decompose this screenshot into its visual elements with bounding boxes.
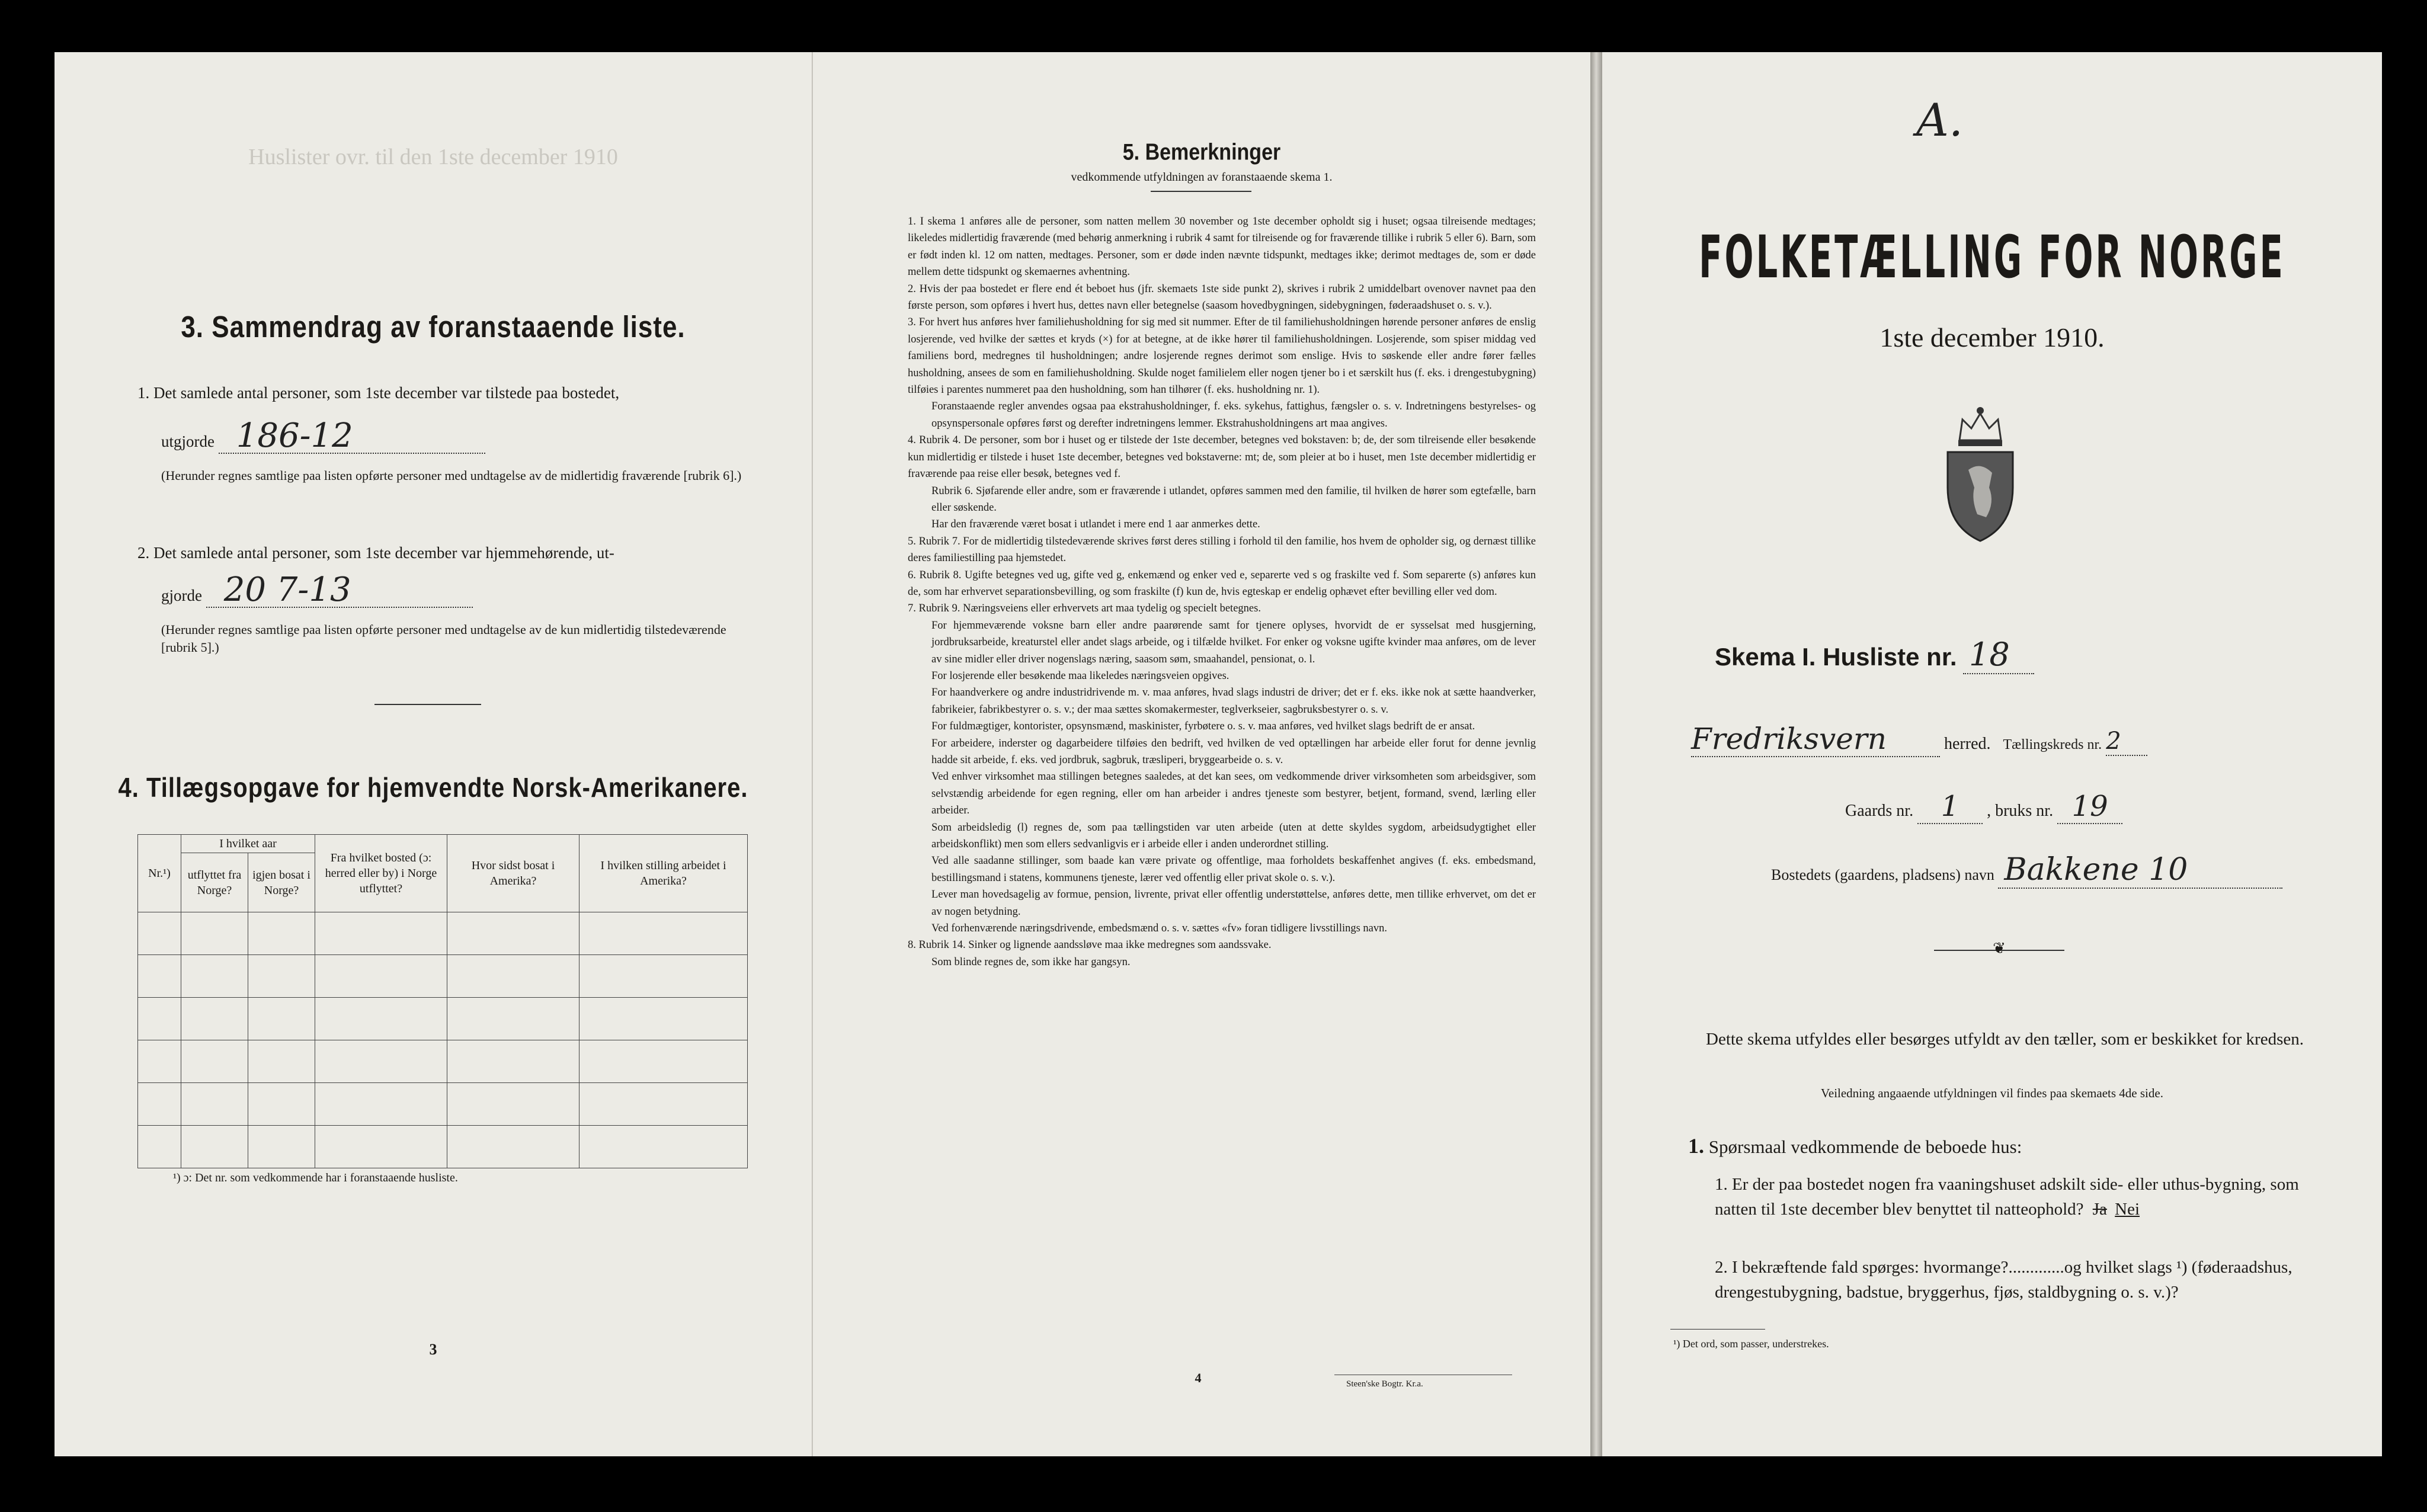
kreds-label: Tællingskreds nr.: [2003, 737, 2102, 752]
printer-credit: Steen'ske Bogtr. Kr.a.: [1346, 1379, 1423, 1389]
footnote: ¹) Det ord, som passer, understrekes.: [1673, 1338, 1829, 1350]
remark-7e: For fuldmægtiger, kontorister, opsynsmænd, maskinister, fyrbøtere o. s. v. maa anføres, ved hvilket slags bedrift de er ansat.: [931, 720, 1475, 733]
skema-label: Skema I. Husliste nr.: [1715, 643, 1957, 671]
page-number-4: 4: [1195, 1370, 1202, 1385]
question-1-ja: Ja: [2092, 1200, 2107, 1219]
item-1-text: 1. Det samlede antal personer, som 1ste december var tilstede paa bostedet,: [137, 384, 620, 402]
table-footnote: ¹) ɔ: Det nr. som vedkommende har i foranstaaende husliste.: [173, 1171, 458, 1184]
section-4-title: 4. Tillægsopgave for hjemvendte Norsk-Amerikanere.: [118, 773, 748, 803]
coat-of-arms-icon: [1936, 399, 2025, 550]
remark-7f: For arbeidere, inderster og dagarbeidere tilføies den bedrift, ved hvilken de ved optællingen har arbeide eller forut for denne jevnlig hadde sit arbeide, f. eks. ved jordbruk, sagbruk, træsliperi, bryggearbeide o. s. v.: [931, 737, 1536, 766]
remarks-subtitle: vedkommende utfyldningen av foranstaaende skema 1.: [1071, 171, 1333, 184]
section-3-title: 3. Sammendrag av foranstaaende liste.: [181, 310, 686, 344]
remarks-body: [908, 213, 1536, 970]
remark-4c: Har den fraværende været bosat i utlandet i mere end 1 aar anmerkes dette.: [931, 518, 1260, 531]
remark-3: 3. For hvert hus anføres hver familiehusholdning for sig med sit nummer. Efter de til familiehusholdningen hørende personer anføres de enslig losjerende, ved hvilke der sættes et kryds (×) for at betegne, at de ikke hører til familiehusholdningen. Losjerende, som spiser middag ved familiens bord, medregnes til husholdningen; andre losjerende regnes derimot som enslige. Hvis to søskende eller andre fører fælles husholdning, ansees de som en familiehusholdning. Skulde noget familielem eller nogen tjener bo i et særskilt hus (f. eks. i drengestubygning) tilføies i parentes nummeret paa den husholdning, som han tilhører (f. eks. husholdning nr. 1).: [908, 316, 1536, 396]
remark-7c: For losjerende eller besøkende maa likeledes næringsveien opgives.: [931, 669, 1229, 682]
table-row: [138, 998, 748, 1040]
remark-2: 2. Hvis der paa bostedet er flere end ét beboet hus (jfr. skemaets 1ste side punkt 2), skrives i rubrik 2 umiddelbart ovenover navnet paa den første person, som opføres i hvert hus, dettes navn eller betegnelse (saasom hovedbygningen, sidebygningen, føderaadshuset o. s. v.).: [908, 283, 1536, 312]
item-2-value: 20 7-13: [206, 574, 473, 608]
remark-8: 8. Rubrik 14. Sinker og lignende aandssløve maa ikke medregnes som aandssvake.: [908, 939, 1272, 952]
table-row: [138, 955, 748, 998]
bosted-line: [1771, 852, 2364, 889]
form-title: FOLKETÆLLING FOR NORGE: [1699, 224, 2285, 292]
norsk-amerikaner-table: [137, 834, 748, 1168]
remark-3b: Foranstaaende regler anvendes ogsaa paa ekstrahusholdninger, f. eks. sykehus, fattighus, fængsler o. s. v. Indretningens bestyrelses- og opsynspersonale opføres først og derefter indretningens lemmer. Ekstrahusholdningens art maa angives.: [931, 401, 1536, 430]
th-from-place: Fra hvilket bosted (ɔ: herred eller by) i Norge utflyttet?: [315, 835, 447, 912]
table-row: [138, 912, 748, 955]
remark-7g: Ved enhver virksomhet maa stillingen betegnes saaledes, at det kan sees, om vedkommende driver virksomheten som arbeidsgiver, som selvstændig arbeidende for egen regning, eller om han arbeider i andres tjeneste som bestyrer, betjent, formand, svend, lærling eller arbeider.: [931, 771, 1536, 817]
question-1: [1715, 1172, 2343, 1222]
item-1-note: (Herunder regnes samtlige paa listen opførte personer med undtagelse av de midlertidig fraværende [rubrik 6].): [161, 468, 742, 483]
divider: [374, 704, 481, 705]
guidance-text: Veiledning angaaende utfyldningen vil findes paa skemaets 4de side.: [1821, 1086, 2163, 1100]
question-1-text: 1. Er der paa bostedet nogen fra vaaningshuset adskilt side- eller uthus-bygning, som natten til 1ste december blev benyttet til natteophold?: [1715, 1175, 2299, 1219]
faded-header: Huslister ovr. til den 1ste december 1910: [248, 145, 618, 169]
remark-4b: Rubrik 6. Sjøfarende eller andre, som er fraværende i utlandet, opføres sammen med den familie, til hvilken de hører som egtefælle, barn eller søskende.: [931, 485, 1536, 514]
bosted-value: Bakkene 10: [1998, 852, 2282, 889]
th-nr: Nr.¹): [138, 835, 181, 912]
remark-8b: Som blinde regnes de, som ikke har gangsyn.: [931, 956, 1131, 968]
remark-7i: Ved alle saadanne stillinger, som baade kan være private og offentlige, maa forholdets beskaffenhet angives (f. eks. embedsmand, bestillingsmand i statens, kommunens tjeneste, lærer ved offentlig eller privat skole o. s. v.).: [931, 855, 1536, 884]
page-4: [813, 52, 1590, 1456]
herred-line: [1691, 722, 2343, 757]
remark-7: 7. Rubrik 9. Næringsveiens eller erhvervets art maa tydelig og specielt betegnes.: [908, 603, 1261, 615]
remark-4: 4. Rubrik 4. De personer, som bor i huset og er tilstede der 1ste december, betegnes ved bokstaven: b; de, der som tilreisende eller besøkende kun midlertidig er tilstede i huset 1ste december, betegnes ved bokstaverne: mt; de, som pleier at bo i huset, men 1ste december midlertidig er fraværende paa reise eller besøk, betegnes ved f.: [908, 434, 1536, 480]
gaards-label: Gaards nr.: [1845, 802, 1914, 820]
remark-5: 5. Rubrik 7. For de midlertidig tilstedeværende skrives først deres stilling i forhold til den familie, hos hvem de opholder sig, og dernæst tillike deres familiestilling paa hjemstedet.: [908, 535, 1536, 565]
bruks-value: 19: [2057, 790, 2122, 824]
question-1-nei: Nei: [2115, 1200, 2140, 1219]
item-2-note: (Herunder regnes samtlige paa listen opførte personer med undtagelse av de kun midlertidig tilstedeværende [rubrik 5].): [161, 622, 726, 655]
form-date: 1ste december 1910.: [1880, 322, 2105, 353]
item-1-value: 186-12: [219, 419, 485, 454]
question-2: 2. I bekræftende fald spørges: hvormange?.............og hvilket slags ¹) (føderaadshus, drengestubygning, badstue, bryggerhus, fjøs, staldbygning o. s. v.)?: [1715, 1258, 2292, 1302]
item-1-utgjorde: utgjorde: [161, 433, 214, 450]
table-row: [138, 1126, 748, 1168]
spine-right: [1589, 52, 1603, 1456]
th-returned: igjen bosat i Norge?: [248, 853, 315, 912]
skema-line: [1715, 636, 2307, 674]
question-heading: [1688, 1133, 2340, 1158]
ornament-icon: ❦: [1993, 940, 2006, 957]
remark-1: 1. I skema 1 anføres alle de personer, som natten mellem 30 november og 1ste december opholdt sig i huset; ogsaa tilreisende medtages; likeledes midlertidig fraværende (med behørig anmerkning i rubrik 4 samt for tilreisende og for fraværende tillike i rubrik 5 eller 6). Barn, som er født inden kl. 12 om natten, medtages. Personer, som er døde inden nævnte tidspunkt, medtages ikke; derimot medtages de, som er døde mellem dette tidspunkt og skemaernes avhentning.: [908, 216, 1536, 278]
page-1: [1602, 52, 2382, 1456]
remark-7d: For haandverkere og andre industridrivende m. v. maa anføres, hvad slags industri de driver; det er f. eks. ikke nok at sætte haandverker, fabrikeier, fabrikbestyrer o. s. v.; der maa sættes skomakermester, teglverkseier, sagbruksbestyrer o. s. v.: [931, 687, 1536, 716]
th-emigrated: utflyttet fra Norge?: [181, 853, 248, 912]
remark-7h: Som arbeidsledig (l) regnes de, som paa tællingstiden var uten arbeide (uten at dette skyldes sygdom, arbeidsudygtighet eller arbeidskonflikt) men som ellers sedvanligvis er i arbeide eller i anden underordnet stilling.: [931, 821, 1536, 851]
item-2-utgjorde: gjorde: [161, 587, 202, 604]
remark-7b: For hjemmeværende voksne barn eller andre paarørende samt for tjenere oplyses, hvorvidt de er sysselsat med husgjerning, jordbruksarbeide, kreaturstel eller andet slags arbeide, og i tilfælde hvilket. For enker og voksne ugifte kvinder maa anføres, om de lever av sine midler eller driver nogenslags næring, saasom søm, smaahandel, pensionat, o. l.: [931, 619, 1536, 665]
remarks-divider: [1151, 191, 1251, 192]
footnote-rule: [1670, 1329, 1765, 1330]
th-last-residence: Hvor sidst bosat i Amerika?: [447, 835, 579, 912]
remark-7j: Lever man hovedsagelig av formue, pension, livrente, privat eller offentlig understøttelse, anføres dette, men tillike erhvervet, om det er av nogen betydning.: [931, 889, 1536, 918]
item-1-line: [161, 419, 754, 454]
herred-label: herred.: [1944, 735, 1991, 753]
page-number-3: 3: [429, 1341, 437, 1358]
table-row: [138, 1083, 748, 1126]
th-group: I hvilket aar: [181, 835, 315, 853]
bruks-label: , bruks nr.: [1987, 802, 2054, 820]
item-2-line: [161, 571, 754, 609]
bosted-label: Bostedets (gaardens, pladsens) navn: [1771, 866, 1994, 883]
remark-6: 6. Rubrik 8. Ugifte betegnes ved ug, gifte ved g, enkemænd og enker ved e, separerte ved s og fraskilte ved f. Som separerte (s) anføres kun de, som har erhvervet separationsbevilling, og som fraskilte (f) kun de, hvis egteskap er endelig ophævet efter bevilling eller ved dom.: [908, 569, 1536, 598]
gaards-value: 1: [1917, 790, 1983, 824]
question-heading-num: 1.: [1688, 1134, 1704, 1158]
th-occupation: I hvilken stilling arbeidet i Amerika?: [579, 835, 748, 912]
question-heading-text: Spørsmaal vedkommende de beboede hus:: [1708, 1136, 2022, 1157]
husliste-nr: 18: [1963, 636, 2034, 674]
corner-mark: A.: [1916, 94, 1964, 146]
table-row: [138, 1040, 748, 1083]
page-3: [55, 52, 812, 1456]
intro-text: Dette skema utfyldes eller besørges utfyldt av den tæller, som er beskikket for kredsen.: [1706, 1030, 2304, 1049]
herred-value: Fredriksvern: [1691, 722, 1940, 757]
item-2-text: 2. Det samlede antal personer, som 1ste december var hjemmehørende, ut-: [137, 544, 614, 562]
remark-7k: Ved forhenværende næringsdrivende, embedsmænd o. s. v. sættes «fv» foran tidligere livsstillings navn.: [931, 922, 1388, 935]
kreds-value: 2: [2106, 728, 2147, 756]
gaards-line: [1845, 790, 2319, 824]
remarks-title: 5. Bemerkninger: [1122, 139, 1281, 165]
